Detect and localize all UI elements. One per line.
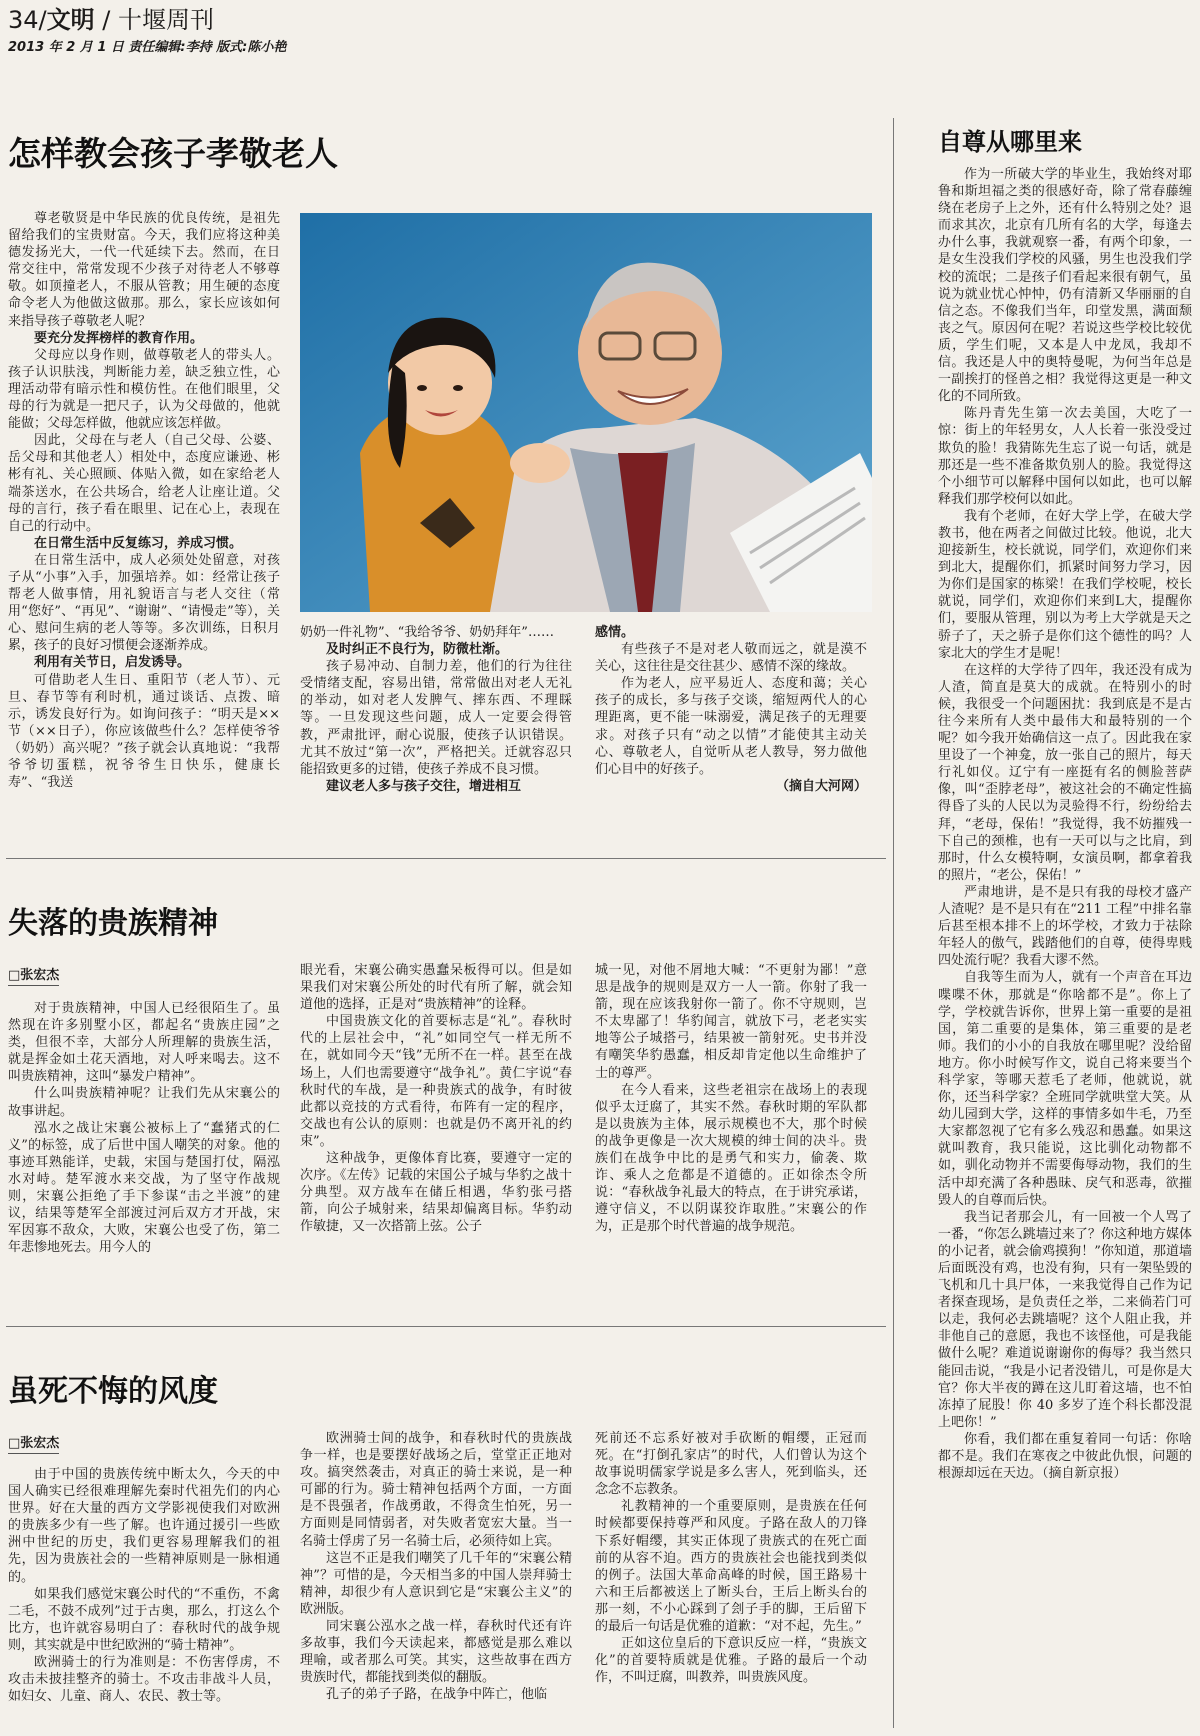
subheading: 感情。 <box>595 625 635 640</box>
paragraph: 因此，父母在与老人（自己父母、公婆、岳父母和其他老人）相处中，态度应谦逊、彬彬有礼、关心照顾、体贴入微，如在家给老人端茶送水，在公共场合，给老人让座让道。父母的言行，孩子看在眼里、记在心上，表现在自己的行动中。 <box>8 433 280 534</box>
column-divider <box>893 118 894 1728</box>
paragraph: 这岂不正是我们嘲笑了几千年的“宋襄公精神”？可惜的是，今天相当多的中国人崇拜骑士精神，却很少有人意识到它是“宋襄公主义”的欧洲版。 <box>300 1550 572 1617</box>
paragraph: 中国贵族文化的首要标志是“礼”。春秋时代的上层社会中，“礼”如同空气一样无所不在，就如同今天“钱”无所不在一样。甚至在战场上，人们也需要遵守“战争礼”。黄仁宇说“春秋时代的车战，是一种贵族式的战争，有时彼此都以竞技的方式看待，布阵有一定的程序，交战也有公认的原则：也就是仍不离开礼的约束”。 <box>300 1014 572 1149</box>
paragraph: 这种战争，更像体育比赛，要遵守一定的次序。《左传》记载的宋国公子城与华豹之战十分典型。双方战车在储丘相遇，华豹张弓搭箭，向公子城射来，结果却偏离目标。华豹动作敏捷，又一次搭箭上弦。公子 <box>300 1151 572 1235</box>
paragraph: 城一见，对他不屑地大喊：“不更射为鄙！”意思是战争的规则是双方一人一箭。你射了我一箭，现在应该我射你一箭了。你不守规则，岂不太卑鄙了！华豹闻言，就放下弓，老老实实地等公子城搭弓，结果被一箭射死。史书并没有嘲笑华豹愚蠢，相反却肯定他以生命维护了士的尊严。 <box>595 963 867 1081</box>
article3-column-1 <box>8 1466 280 1732</box>
article3-column-2 <box>300 1430 572 1732</box>
paragraph: 孔子的弟子子路，在战争中阵亡，他临 <box>326 1687 548 1703</box>
article-title: 失落的贵族精神 <box>8 906 218 941</box>
article1-column-2 <box>300 624 572 850</box>
paragraph: 由于中国的贵族传统中断太久，今天的中国人确实已经很难理解先秦时代祖先们的内心世界。好在大量的西方文学影视使我们对欧洲的贵族多少有一些了解。也许通过援引一些欧洲中世纪的历史，我们更容易理解我们的祖先，因为贵族社会的一些精神原则是一脉相通的。 <box>8 1467 280 1585</box>
paragraph: 什么叫贵族精神呢？让我们先从宋襄公的故事讲起。 <box>8 1086 280 1119</box>
subheading: 及时纠正不良行为，防微杜渐。 <box>326 642 509 658</box>
subheading: 建议老人多与孩子交往，增进相互 <box>326 778 522 794</box>
paragraph: 同宋襄公泓水之战一样，春秋时代还有许多故事，我们今天读起来，都感觉是那么难以理喻，或者那么可笑。其实，这些故事在西方贵族时代，都能找到类似的翻版。 <box>300 1619 572 1686</box>
paragraph: 父母应以身作则，做尊敬老人的带头人。孩子认识肤浅，判断能力差，缺乏独立性，心理活动带有暗示性和模仿性。在他们眼里，父母的行为就是一把尺子，认为父母做的，他就能做；父母怎样做，他就应该怎样做。 <box>8 347 280 432</box>
paragraph: 对于贵族精神，中国人已经很陌生了。虽然现在许多别墅小区，都起名“贵族庄园”之类，但很不幸，大部分人所理解的贵族生活，就是挥金如土花天酒地，对人呼来喝去。这不叫贵族精神，这叫“暴发户精神”。 <box>8 1001 280 1085</box>
paragraph: 欧洲骑士的行为准则是：不伤害俘虏，不攻击未披挂整齐的骑士。不攻击非战斗人员，如妇女、儿童、商人、农民、教士等。 <box>8 1655 280 1705</box>
paragraph: 可借助老人生日、重阳节（老人节）、元旦、春节等有利时机，通过谈话、点拨、暗示，诱发良好行为。如询问孩子：“明天是××节（××日子），你应该做些什么？怎样使爷爷（奶奶）高兴呢？”孩子就会认真地说：“我帮爷爷切蛋糕，祝爷爷生日快乐，健康长寿”、“我送 <box>8 672 280 791</box>
paragraph: 死前还不忘系好被对手砍断的帽缨，正冠而死。在“打倒孔家店”的时代，人们曾认为这个故事说明儒家学说是多么害人，死到临头，还念念不忘教条。 <box>595 1431 867 1498</box>
byline: □张宏杰 <box>8 964 59 986</box>
paragraph: 尊老敬贤是中华民族的优良传统，是祖先留给我们的宝贵财富。今天，我们应将这种美德发扬光大，一代一代延续下去。然而，在日常交往中，常常发现不少孩子对待老人不够尊敬。如顶撞老人，不服从管教；用生硬的态度命令老人为他做这做那。那么，家长应该如何来指导孩子尊敬老人呢？ <box>8 211 280 329</box>
paragraph: 在这样的大学待了四年，我还没有成为人渣，简直是莫大的成就。在特别小的时候，我很受一个问题困扰：我到底是不是古往今来所有人类中最伟大和最特别的一个呢？如今我开始确信这一点了。因此我在家里设了一个神龛，放一张自己的照片，每天行礼如仪。辽宁有一座挺有名的侧脸菩萨像，叫“歪脖老母”，被这社会的不确定性搞得昏了头的人民以为灵验得不行，纷纷给去拜，“老母，保佑！”我觉得，我不妨摧残一下自己的颈椎，也有一天可以与之比肩，到那时，什么女模特啊，女演员啊，都拿着我的照片，“老公，保佑！” <box>938 662 1192 883</box>
paragraph: 我有个老师，在好大学上学，在破大学教书，他在两者之间做过比较。他说，北大迎接新生，校长就说，同学们，欢迎你们来到北大，提醒你们，抓紧时间努力学习，因为你们是国家的栋梁！在我们学校呢，校长就说，同学们，欢迎你们来到L大，提醒你们，要服从管理，别以为考上大学就是天之骄子了，天之骄子是你们这个德性的吗？人家北大的学生才是呢！ <box>938 508 1192 661</box>
paragraph: 作为一所破大学的毕业生，我始终对耶鲁和斯坦福之类的很感好奇，除了常春藤缠绕在老房子上之外，还有什么特别之处？退而求其次，北京有几所有名的大学，每逢去办什么事，我就观察一番，有两个印象，一是女生没我们学校的风骚，男生也没我们学校的流氓；二是孩子们看起来很有朝气，虽说为就业忧心忡忡，仍有清新又华丽丽的自信之态。不像我们当年，印堂发黑，满面颓丧之气。原因何在呢？若说这些学校比较优质，学生们呢，又本是人中龙凤，我却不信。我还是人中的奥特曼呢，为何当年总是一副挨打的怪兽之相？我觉得这更是一种文化的不同所致。 <box>938 167 1192 405</box>
masthead-title-line <box>8 6 286 34</box>
publication-name: 十堰周刊 <box>118 6 214 34</box>
page-number: 34/ <box>8 6 47 34</box>
grandfather-and-girl-photo <box>300 213 872 612</box>
article1-column-3 <box>595 624 867 850</box>
paragraph: 正如这位皇后的下意识反应一样，“贵族文化”的首要特质就是优雅。子路的最后一个动作，不叫迂腐，叫教养，叫贵族风度。 <box>595 1636 867 1686</box>
paragraph: 陈丹青先生第一次去美国，大吃了一惊：街上的年轻男女，人人长着一张没受过欺负的脸！我猜陈先生忘了说一句话，就是那还是一些不准备欺负别人的脸。我觉得这个小细节可以解释中国何以如此，也可以解释我们那学校何以如此。 <box>938 406 1192 507</box>
paragraph: 在日常生活中，成人必须处处留意，对孩子从“小事”入手，加强培养。如：经常让孩子帮老人做事情，用礼貌语言与老人交往（常用“您好”、“再见”、“谢谢”、“请慢走”等），关心、慰问生病的老人等等。多次训练，日积月累，孩子的良好习惯便会逐渐养成。 <box>8 552 280 654</box>
paragraph: 孩子易冲动、自制力差，他们的行为往往受情绪支配，容易出错，常常做出对老人无礼的举动，如对老人发脾气、摔东西、不理睬等。一旦发现这些问题，成人一定要会得管教，严肃批评，耐心说服，使孩子认识错误。尤其不放过“第一次”，严格把关。迁就容忍只能招致更多的过错，使孩子养成不良习惯。 <box>300 659 572 777</box>
article2-column-3 <box>595 962 867 1322</box>
article-title: 怎样教会孩子孝敬老人 <box>8 134 338 173</box>
paragraph: 严肃地讲，是不是只有我的母校才盛产人渣呢？是不是只有在“211 工程”中排名靠后甚至根本排不上的坏学校，才致力于祛除年轻人的傲气，践踏他们的自尊，使得卑贱四处流行呢？我看大谬不然。 <box>938 884 1192 969</box>
paragraph: 眼光看，宋襄公确实愚蠢呆板得可以。但是如果我们对宋襄公所处的时代有所了解，就会知道他的选择，正是对“贵族精神”的诠释。 <box>300 963 572 1013</box>
paragraph: 你看，我们都在重复着同一句话：你啥都不是。我们在寒夜之中彼此仇恨，问题的根源却远在天边。（摘自新京报） <box>938 1431 1192 1482</box>
paragraph: 我当记者那会儿，有一回被一个人骂了一番，“你怎么跳墙过来了？你这种地方媒体的小记者，就会偷鸡摸狗！”你知道，那道墙后面既没有鸡，也没有狗，只有一架坠毁的飞机和几十具尸体，一来我觉得自己作为记者探查现场，是负责任之举，二来倘若门可以走，我何必去跳墙呢？这个人阻止我，并非他自己的意愿，我也不该怪他，可是我能做什么呢？难道说谢谢你的侮辱？我当然只能回击说，“我是小记者没错儿，可是你是大官？你大半夜的蹲在这儿盯着这墙，也不怕冻掉了屁股！你 40 多岁了连个科长都没混上吧你！” <box>938 1209 1192 1430</box>
subheading: 利用有关节日，启发诱导。 <box>34 655 191 671</box>
subheading: 要充分发挥榜样的教育作用。 <box>34 330 204 346</box>
paragraph: 作为老人，应平易近人、态度和蔼；关心孩子的成长，多与孩子交谈，缩短两代人的心理距离，更不能一味溺爱，满足孩子的无理要求。对孩子只有“动之以情”才能使其主动关心、尊敬老人，自觉听从老人教导，努力做他们心目中的好孩子。 <box>595 676 867 777</box>
paragraph: 欧洲骑士间的战争，和春秋时代的贵族战争一样，也是要摆好战场之后，堂堂正正地对攻。搞突然袭击，对真正的骑士来说，是一种可鄙的行为。骑士精神包括两个方面，一方面是不畏强者，作战勇敢，不得贪生怕死，另一方面则是同情弱者，对失败者宽宏大量。当一名骑士俘虏了另一名骑士后，必须待如上宾。 <box>300 1431 572 1549</box>
section-divider <box>6 858 886 859</box>
byline: □张宏杰 <box>8 1432 59 1454</box>
paragraph: 礼教精神的一个重要原则，是贵族在任何时候都要保持尊严和风度。子路在敌人的刀锋下系好帽缨，其实正体现了贵族式的在死亡面前的从容不迫。西方的贵族社会也能找到类似的例子。法国大革命高峰的时候，国王路易十六和王后都被送上了断头台，王后上断头台的那一刻，不小心踩到了刽子手的脚，王后留下的最后一句话是优雅的道歉：“对不起，先生。” <box>595 1499 867 1635</box>
paragraph: 在今人看来，这些老祖宗在战场上的表现似乎太迂腐了，其实不然。春秋时期的军队都是以贵族为主体，展示规模也不大，那个时候的战争更像是一次大规模的绅士间的决斗。贵族们在战争中比的是勇气和实力，偷袭、欺诈、乘人之危都是不道德的。正如徐杰令所说：“春秋战争礼最大的特点，在于讲究承诺，遵守信义，不以阴谋狡诈取胜。”宋襄公的作为，正是那个时代普遍的战争规范。 <box>595 1082 867 1235</box>
paragraph: 有些孩子不是对老人敬而远之，就是漠不关心，这往往是交往甚少、感情不深的缘故。 <box>595 642 867 675</box>
subheading: 在日常生活中反复练习，养成习惯。 <box>34 535 243 551</box>
article3-column-3 <box>595 1430 867 1732</box>
article2-column-1 <box>8 1000 280 1322</box>
paragraph: 自我等生而为人，就有一个声音在耳边喋喋不休，那就是“你啥都不是”。你上了学，学校就告诉你，世界上第一重要的是祖国，第二重要的是集体，第三重要的是老师。我们的小小的自我放在哪里呢？没给留地方。你小时候写作文，说自己将来要当个科学家，等哪天惹毛了老师，他就说，就你，还当科学家？全班同学就哄堂大笑。从幼儿园到大学，这样的事情多如牛毛，乃至大家都忽视了它有多么残忍和愚蠢。如果这就叫教育，我只能说，这比驯化动物都不如，驯化动物并不需要侮辱动物，我们的生活中却充满了各种愚昧、戾气和恶毒，欲摧毁人的自尊而后快。 <box>938 970 1192 1208</box>
article1-column-1 <box>8 210 280 850</box>
masthead-separator: / <box>102 6 111 34</box>
paragraph: 泓水之战让宋襄公被标上了“蠢猪式的仁义”的标签，成了后世中国人嘲笑的对象。他的事迹耳熟能详，史载，宋国与楚国打仗，隔泓水对峙。楚军渡水来交战，为了坚守作战规则，宋襄公拒绝了手下参谋“击之半渡”的建议，结果等楚军全部渡过河后双方才开战，宋军因寡不敌众，大败，宋襄公也受了伤，第二年悲惨地死去。用今人的 <box>8 1120 280 1256</box>
source-credit: （摘自大河网） <box>775 778 867 794</box>
masthead <box>8 6 286 55</box>
article-title: 虽死不悔的风度 <box>8 1374 218 1409</box>
paragraph: 如果我们感觉宋襄公时代的“不重伤，不禽二毛，不鼓不成列”过于古奥，那么，打这么个比方，也许就容易明白了：春秋时代的战争规则，其实就是中世纪欧洲的“骑士精神”。 <box>8 1586 280 1653</box>
article2-column-2 <box>300 962 572 1322</box>
paragraph: 奶奶一件礼物”、“我给爷爷、奶奶拜年”…… <box>300 625 554 640</box>
article4-column <box>938 166 1192 1732</box>
section-divider <box>6 1326 886 1327</box>
section-name: 文明 <box>46 6 95 34</box>
article-title: 自尊从哪里来 <box>938 127 1082 156</box>
masthead-meta: 2013 年 2 月 1 日 责任编辑:李持 版式:陈小艳 <box>8 40 287 55</box>
